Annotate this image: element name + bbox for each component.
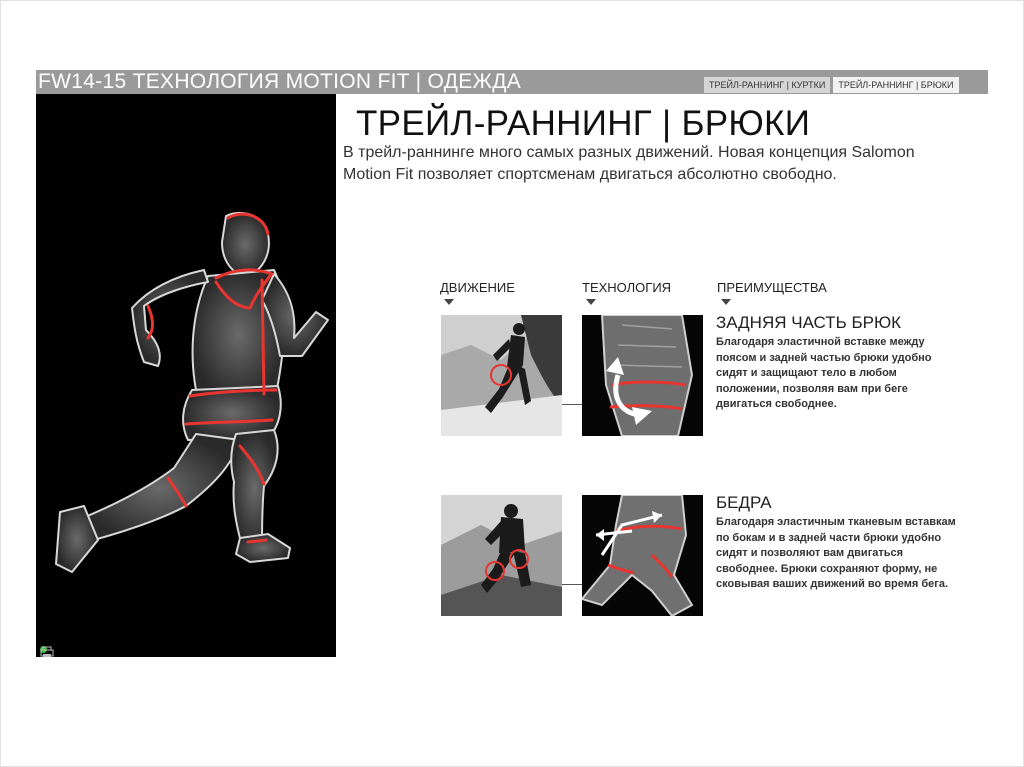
technology-photo-back [582,315,703,436]
column-header-movement [440,280,515,305]
print-icon[interactable] [40,646,54,658]
header-title: FW14-15 ТЕХНОЛОГИЯ MOTION FIT | ОДЕЖДА [38,70,522,93]
tab-pants[interactable]: ТРЕЙЛ-РАННИНГ | БРЮКИ [833,77,958,93]
arrow-down-icon [444,299,454,305]
feature-text-back: Благодаря эластичной вставке между поясом и задней частью брюки удобно сидят и защищают тело в любом положении, позволяя вам при беге двигаться свободнее. [716,336,932,410]
feature-text-hips: Благодаря эластичным тканевым вставкам по бокам и в задней части брюки удобно сидят и позволяют вам двигаться свободнее. Брюки сохраняют форму, не сковывая ваших движений во время бега. [716,516,956,590]
hero-runner-image [36,94,336,657]
feature-title-back: ЗАДНЯЯ ЧАСТЬ БРЮК [716,313,902,332]
column-label-benefits: ПРЕИМУЩЕСТВА [717,280,827,295]
intro-text: В трейл-раннинге много самых разных движений. Новая концепция Salomon Motion Fit позволяет спортсменам двигаться абсолютно свободно. [343,144,915,183]
tab-jackets[interactable]: ТРЕЙЛ-РАННИНГ | КУРТКИ [704,77,830,93]
connector-line [562,404,582,405]
column-header-benefits [717,280,827,305]
page-title: ТРЕЙЛ-РАННИНГ | БРЮКИ [356,104,811,143]
column-label-movement: ДВИЖЕНИЕ [440,280,515,295]
runner-illustration [36,94,336,657]
arrow-down-icon [586,299,596,305]
column-label-technology: ТЕХНОЛОГИЯ [582,280,672,295]
arrow-down-icon [721,299,731,305]
movement-photo-hips [441,495,562,616]
technology-photo-hips [582,495,703,616]
movement-photo-back [441,315,562,436]
feature-title-hips: БЕДРА [716,493,772,512]
hero-controls [40,646,47,653]
tab-bar [704,77,959,93]
column-header-technology [582,280,671,305]
connector-line [562,584,582,585]
